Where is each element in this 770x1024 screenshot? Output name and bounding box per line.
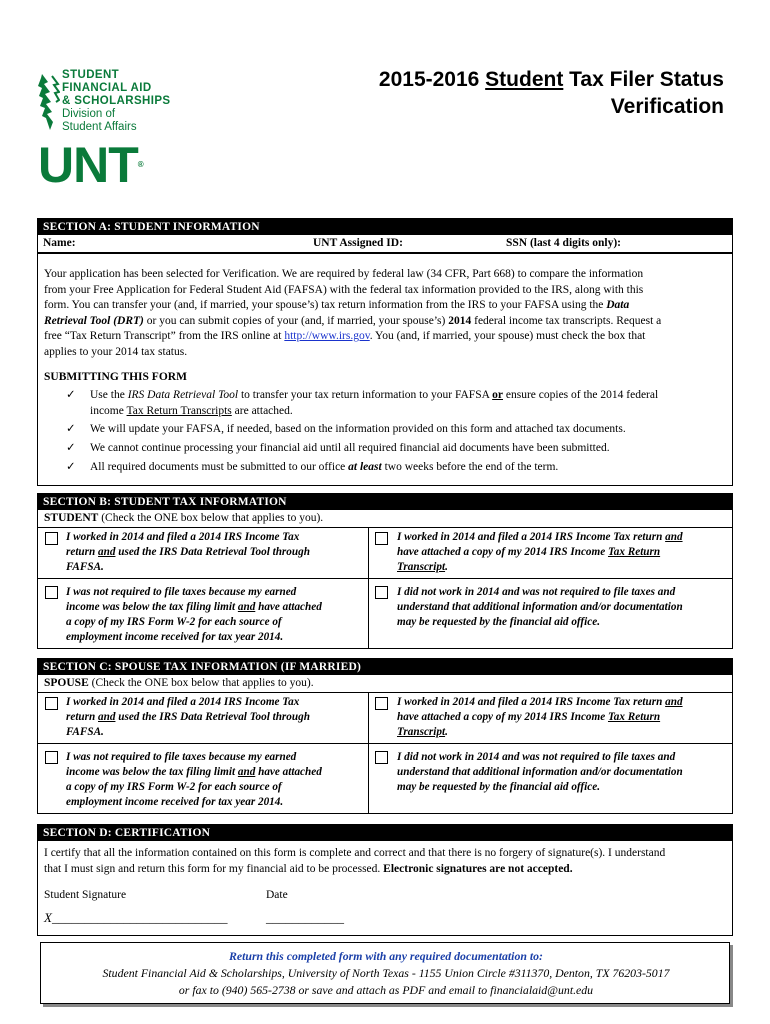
spouse-option-2-text: I worked in 2014 and filed a 2014 IRS Income Tax return and have attached a copy of my 2014 IRS Income Tax Return Transcript. xyxy=(397,696,683,738)
student-option-4-text: I did not work in 2014 and was not required to file taxes and understand that additional information and/or documentation may be requested by the financial aid office. xyxy=(397,586,683,628)
org-name-line1: STUDENT xyxy=(62,69,120,81)
return-instructions-box xyxy=(40,942,730,1004)
section-b-header: SECTION B: STUDENT TAX INFORMATION xyxy=(38,494,732,510)
section-c-instruction: SPOUSE (Check the ONE box below that applies to you). xyxy=(44,677,314,689)
spouse-option-1-checkbox[interactable] xyxy=(45,697,58,710)
student-option-3-text: I was not required to file taxes because my earned income was below the tax filing limit and have attached a copy of my IRS Form W-2 for each source of employment income received for tax year 2014. xyxy=(66,586,322,643)
date-line[interactable]: ____________ xyxy=(266,910,344,925)
org-division-line2: Student Affairs xyxy=(62,121,137,133)
unt-id-label: UNT Assigned ID: xyxy=(313,237,403,249)
checkmark-icon: ✓ xyxy=(66,442,76,454)
mailing-address: Student Financial Aid & Scholarships, University of North Texas - 1155 Union Circle #311370, Denton, TX 76203-5017 xyxy=(102,966,670,980)
student-signature-label: Student Signature xyxy=(44,889,127,901)
ssn-label: SSN (last 4 digits only): xyxy=(506,237,622,249)
student-option-2-checkbox[interactable] xyxy=(375,532,388,545)
page-title: 2015-2016 Student Tax Filer Status Verification xyxy=(378,68,724,118)
spouse-option-3-checkbox[interactable] xyxy=(45,751,58,764)
org-name-line3: & SCHOLARSHIPS xyxy=(62,95,171,107)
org-division-line1: Division of xyxy=(62,108,116,120)
verification-paragraph: Your application has been selected for Verification. We are required by federal law (34 CFR, Part 668) to compare the information from your Free Application for Federal Student Aid (FAFSA) with the federal tax information provided to the IRS, along with this form. You can transfer your (and, if married, your spouse’s) tax return information from the IRS to your FAFSA using the Data Retrieval Tool (DRT) or you can submit copies of your (and, if married, your spouse’s) 2014 federal income tax transcripts. Request a free “Tax Return Transcript” from the IRS online at http://www.irs.gov. You (and, if married, your spouse) must check the box that applies to your 2014 tax status. xyxy=(44,268,662,358)
section-b-instruction: STUDENT (Check the ONE box below that applies to you). xyxy=(44,512,324,524)
section-d-header: SECTION D: CERTIFICATION xyxy=(38,825,732,841)
eagle-logo-icon xyxy=(38,72,60,132)
student-signature-line[interactable]: X___________________________ xyxy=(44,910,228,925)
student-option-4-checkbox[interactable] xyxy=(375,586,388,599)
spouse-option-3-text: I was not required to file taxes because my earned income was below the tax filing limit and have attached a copy of my IRS Form W-2 for each source of employment income received for tax year 2014. xyxy=(66,751,322,808)
student-option-1-checkbox[interactable] xyxy=(45,532,58,545)
certification-text: I certify that all the information contained on this form is complete and correct and that there is no forgery of signature(s). I understand that I must sign and return this form for my financial aid to be processed. Electronic signatures are not accepted. xyxy=(44,847,666,875)
unt-logo: UNT® xyxy=(38,137,143,193)
spouse-option-4-checkbox[interactable] xyxy=(375,751,388,764)
spouse-option-1-text: I worked in 2014 and filed a 2014 IRS Income Tax return and used the IRS Data Retrieval Tool through FAFSA. xyxy=(66,696,310,738)
student-option-3-checkbox[interactable] xyxy=(45,586,58,599)
checkmark-icon: ✓ xyxy=(66,423,76,435)
checkmark-icon: ✓ xyxy=(66,461,76,473)
irs-link[interactable]: http://www.irs.gov xyxy=(284,330,370,342)
student-option-2-text: I worked in 2014 and filed a 2014 IRS Income Tax return and have attached a copy of my 2014 IRS Income Tax Return Transcript. xyxy=(397,531,683,573)
fax-email-line: or fax to (940) 565-2738 or save and attach as PDF and email to financialaid@unt.edu xyxy=(178,983,594,997)
checkmark-icon: ✓ xyxy=(66,389,76,401)
org-name-line2: FINANCIAL AID xyxy=(62,82,152,94)
name-label: Name: xyxy=(43,237,76,249)
spouse-option-2-checkbox[interactable] xyxy=(375,697,388,710)
date-label: Date xyxy=(266,889,288,901)
spouse-option-4-text: I did not work in 2014 and was not required to file taxes and understand that additional information and/or documentation may be requested by the financial aid office. xyxy=(397,751,683,793)
student-option-1-text: I worked in 2014 and filed a 2014 IRS Income Tax return and used the IRS Data Retrieval Tool through FAFSA. xyxy=(66,531,310,573)
section-c-header: SECTION C: SPOUSE TAX INFORMATION (IF MARRIED) xyxy=(38,659,732,675)
return-heading: Return this completed form with any required documentation to: xyxy=(229,949,543,963)
section-a-header: SECTION A: STUDENT INFORMATION xyxy=(38,219,732,235)
submitting-form-heading: SUBMITTING THIS FORM xyxy=(44,371,187,383)
